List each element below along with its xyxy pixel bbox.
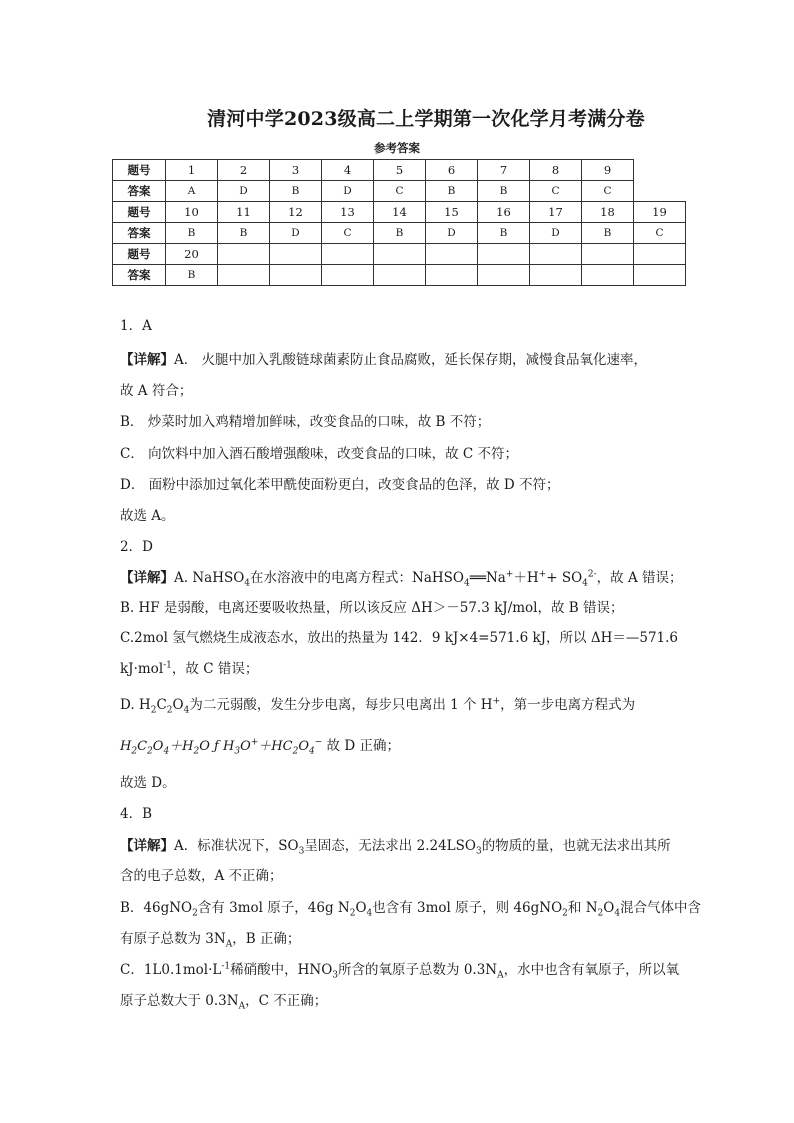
solution-line: 原子总数大于 $0.3N_A$，C 不正确；: [120, 993, 328, 1012]
solution-line: B. HF 是弱酸，电离还要吸收热量，所以该反应 ΔH＞－57.3 kJ/mol，故 B 错误；: [120, 600, 624, 616]
solution-line: C． 向饮料中加入酒石酸增强酸味，改变食品的口味，故 C 不符；: [120, 446, 519, 462]
solution-heading: 2．D: [120, 539, 153, 555]
empty-cell: [582, 265, 634, 286]
solution-line: 有原子总数为 $3N_A$，B 正确；: [120, 931, 301, 950]
solution-line: 含的电子总数，A 不正确；: [120, 868, 283, 884]
answer-cell: B: [426, 181, 478, 202]
answer-cell: B: [166, 223, 218, 244]
question-number: 19: [634, 202, 686, 223]
answer-cell: D: [426, 223, 478, 244]
solution-heading: 1．A: [120, 318, 152, 334]
answer-cell: B: [582, 223, 634, 244]
answer-cell: B: [166, 265, 218, 286]
question-number: 12: [270, 202, 322, 223]
answer-cell: D: [270, 223, 322, 244]
answer-cell: C: [530, 181, 582, 202]
question-number: 2: [218, 160, 270, 181]
table-row: [113, 265, 686, 286]
answer-cell: B: [478, 181, 530, 202]
empty-cell: [270, 265, 322, 286]
empty-cell: [426, 265, 478, 286]
question-number: 17: [530, 202, 582, 223]
answer-cell: C: [582, 181, 634, 202]
question-number: 10: [166, 202, 218, 223]
empty-cell: [530, 244, 582, 265]
empty-cell: [634, 181, 686, 202]
answer-cell: D: [218, 181, 270, 202]
answer-cell: D: [322, 181, 374, 202]
empty-cell: [322, 244, 374, 265]
page-title: 清河中学2023级高二上学期第一次化学月考满分卷: [207, 108, 645, 130]
answer-cell: B: [218, 223, 270, 244]
solution-line: 【详解】A． 火腿中加入乳酸链球菌素防止食品腐败，延长保存期，减慢食品氧化速率，: [120, 352, 648, 368]
answer-cell: B: [270, 181, 322, 202]
answer-cell: B: [374, 223, 426, 244]
solution-line: kJ·mol$^{-1}$，故 C 错误；: [120, 660, 259, 677]
question-number: 3: [270, 160, 322, 181]
answer-cell: C: [634, 223, 686, 244]
solution-line: C．$1L0.1mol\cdot L^{-1}$稀硝酸中，$HNO_3$所含的氧原子总数为 $0.3N_A$，水中也含有氧原子，所以氧: [120, 961, 680, 981]
row-label: 答案: [113, 223, 166, 244]
empty-cell: [478, 265, 530, 286]
empty-cell: [374, 265, 426, 286]
question-number: 9: [582, 160, 634, 181]
answer-cell: B: [478, 223, 530, 244]
table-row: [113, 223, 686, 244]
page-subtitle: 参考答案: [374, 141, 420, 155]
solution-heading: 4．B: [120, 806, 153, 822]
question-number: 20: [166, 244, 218, 265]
answer-cell: C: [374, 181, 426, 202]
question-number: 16: [478, 202, 530, 223]
empty-cell: [426, 244, 478, 265]
empty-cell: [478, 244, 530, 265]
row-label: 答案: [113, 181, 166, 202]
empty-cell: [634, 265, 686, 286]
solution-line: B． 炒菜时加入鸡精增加鲜味，改变食品的口味，故 B 不符；: [120, 414, 491, 430]
chemical-equation: $H_2C_2O_4+H_2O$ ƒ $H_3O^++HC_2O_4^-$ 故 D 正确；: [120, 737, 400, 757]
answer-table: [112, 159, 686, 286]
table-row: [113, 244, 686, 265]
row-label: 答案: [113, 265, 166, 286]
empty-cell: [530, 265, 582, 286]
question-number: 5: [374, 160, 426, 181]
solution-conclusion: 故选 A。: [120, 508, 175, 524]
question-number: 4: [322, 160, 374, 181]
solution-line: C.2mol 氢气燃烧生成液态水，放出的热量为 142．9 kJ×4=571.6 kJ，所以 ΔH＝—571.6: [120, 630, 679, 646]
answer-cell: C: [322, 223, 374, 244]
solution-line: D. $H_2C_2O_4$为二元弱酸，发生分步电离，每步只电离出 1 个 H+，第一步电离方程式为: [120, 696, 636, 716]
solution-line: 故 A 符合；: [120, 383, 193, 399]
table-row: [113, 160, 686, 181]
solution-line: 【详解】A．标准状况下，$SO_3$呈固态，无法求出 $2.24LSO_3$的物质的量，也就无法求出其所: [120, 838, 671, 857]
table-row: [113, 181, 686, 202]
question-number: 7: [478, 160, 530, 181]
empty-cell: [634, 244, 686, 265]
question-number: 18: [582, 202, 634, 223]
question-number: 6: [426, 160, 478, 181]
answer-cell: A: [166, 181, 218, 202]
question-number: 15: [426, 202, 478, 223]
answer-cell: D: [530, 223, 582, 244]
question-number: 1: [166, 160, 218, 181]
empty-cell: [582, 244, 634, 265]
row-label: 题号: [113, 202, 166, 223]
solution-conclusion: 故选 D。: [120, 775, 176, 791]
empty-cell: [634, 160, 686, 181]
empty-cell: [218, 265, 270, 286]
row-label: 题号: [113, 160, 166, 181]
solution-line: 【详解】A. NaHSO$_4$在水溶液中的电离方程式：NaHSO$_4$══Na+＋H++ $SO_4^{2-}$，故 A 错误；: [120, 569, 683, 589]
question-number: 8: [530, 160, 582, 181]
question-number: 14: [374, 202, 426, 223]
question-number: 13: [322, 202, 374, 223]
question-number: 11: [218, 202, 270, 223]
empty-cell: [270, 244, 322, 265]
empty-cell: [374, 244, 426, 265]
empty-cell: [218, 244, 270, 265]
solution-line: B．46gNO$_2$含有 3mol 原子，46g $N_2O_4$也含有 3mol 原子，则 46gNO$_2$和 $N_2O_4$混合气体中含: [120, 900, 702, 919]
empty-cell: [322, 265, 374, 286]
table-row: [113, 202, 686, 223]
row-label: 题号: [113, 244, 166, 265]
solution-line: D． 面粉中添加过氧化苯甲酰使面粉更白，改变食品的色泽，故 D 不符；: [120, 477, 560, 493]
